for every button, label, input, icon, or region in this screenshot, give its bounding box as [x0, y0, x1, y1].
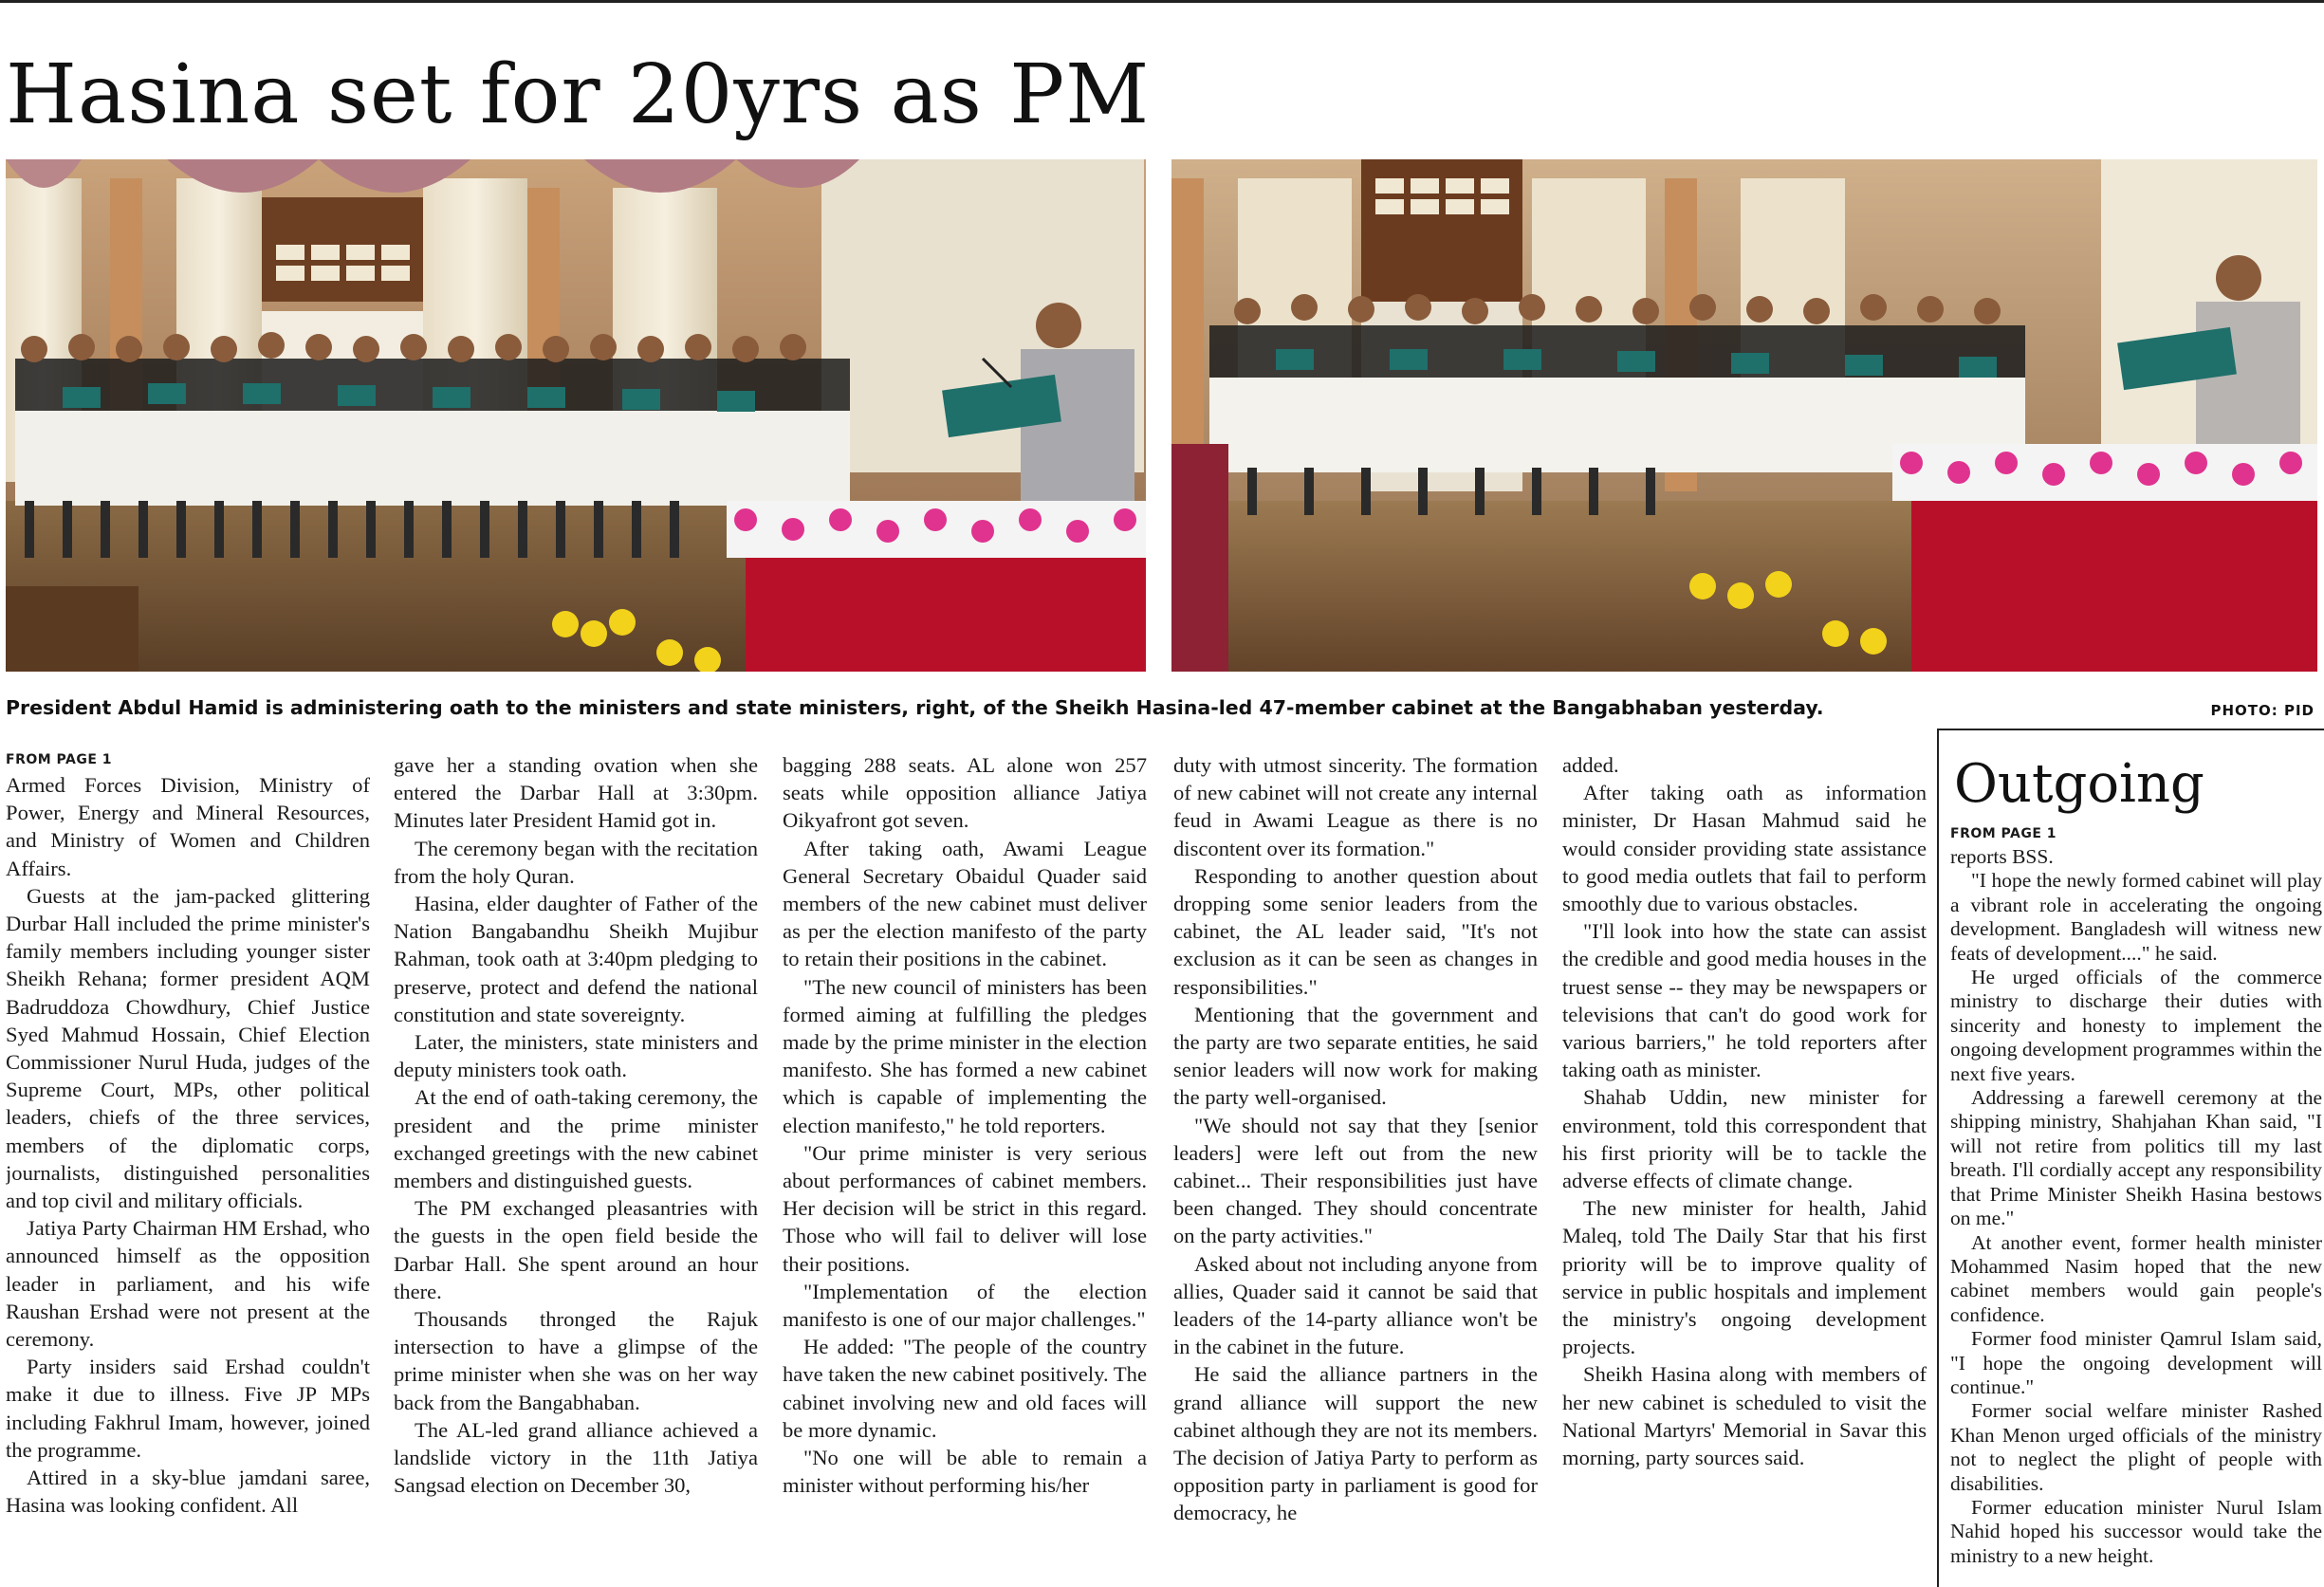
paragraph: Hasina, elder daughter of Father of the Nation Bangabandhu Sheikh Mujibur Rahman, took oath at 3:40pm pledging to preserve, protect and defend the national constitution and state sovereignty. — [394, 892, 758, 1026]
paragraph: At the end of oath-taking ceremony, the president and the prime minister exchanged greetings with the new cabinet members and distinguished guests. — [394, 1085, 758, 1193]
paragraph: gave her a standing ovation when she entered the Darbar Hall at 3:30pm. Minutes later President Hamid got in. — [394, 753, 758, 833]
article-column-3 — [783, 751, 1147, 1586]
paragraph: "Implementation of the election manifesto is one of our major challenges." — [783, 1279, 1147, 1332]
paragraph: Later, the ministers, state ministers and deputy ministers took oath. — [394, 1030, 758, 1082]
paragraph: At another event, former health minister Mohammed Nasim hoped that the new cabinet members would gain people's confidence. — [1950, 1230, 2322, 1326]
paragraph: Former social welfare minister Rashed Khan Menon urged officials of the ministry not to neglect the plight of people with disabilities. — [1950, 1399, 2322, 1495]
ceremony-photo-right-image — [1171, 159, 2317, 672]
paragraph: Party insiders said Ershad couldn't make it due to illness. Five JP MPs including Fakhrul Imam, however, joined the programme. — [6, 1355, 370, 1462]
paragraph: After taking oath as information minister, Dr Hasan Mahmud said he would consider providing state assistance to good media outlets that fail to perform smoothly due to various obstacles. — [1562, 781, 1927, 916]
paragraph: Addressing a farewell ceremony at the shipping ministry, Shahjahan Khan said, "I will not retire from politics till my last breath. I'll cordially accept any responsibility that Prime Minister Sheikh Hasina bestows on me." — [1950, 1086, 2322, 1230]
paragraph: Sheikh Hasina along with members of her new cabinet is scheduled to visit the National Martyrs' Memorial in Savar this morning, party sources said. — [1562, 1362, 1927, 1470]
ceremony-photo-left — [6, 159, 1146, 672]
paragraph: The PM exchanged pleasantries with the guests in the open field beside the Darbar Hall. She spent around an hour there. — [394, 1196, 758, 1303]
paragraph: "I hope the newly formed cabinet will play a vibrant role in accelerating the ongoing development. Bangladesh will witness new feats of development...." he said. — [1950, 869, 2322, 965]
paragraph: reports BSS. — [1950, 845, 2054, 868]
paragraph: Shahab Uddin, new minister for environment, told this correspondent that his first priority will be to tackle the adverse effects of climate change. — [1562, 1085, 1927, 1193]
article-column-4 — [1173, 751, 1538, 1586]
article-column-1 — [6, 751, 370, 1586]
paragraph: The new minister for health, Jahid Maleq, told The Daily Star that his first priority will be to improve quality of service in public hospitals and implement the ministry's ongoing development projects. — [1562, 1196, 1927, 1359]
paragraph: Attired in a sky-blue jamdani saree, Hasina was looking confident. All — [6, 1466, 370, 1518]
photo-caption: President Abdul Hamid is administering oath to the ministers and state ministers, right, of the Sheikh Hasina-led 47-member cabinet at the Bangabhaban yesterday. — [6, 696, 1824, 719]
outgoing-body — [1950, 825, 2322, 1584]
paragraph: "I'll look into how the state can assist the credible and good media houses in the truest sense -- they may be newspapers or televisions that can't do good work for various barriers," he told reporters after taking oath as minister. — [1562, 919, 1927, 1082]
outgoing-story-box — [1937, 729, 2324, 1587]
outgoing-title: Outgoing — [1954, 753, 2204, 815]
paragraph: Former food minister Qamrul Islam said, "I hope the ongoing development will continue." — [1950, 1327, 2322, 1398]
paragraph: Armed Forces Division, Ministry of Power, Energy and Mineral Resources, and Ministry of Women and Children Affairs. — [6, 773, 370, 880]
headline: Hasina set for 20yrs as PM — [6, 47, 1151, 142]
outgoing-kicker: FROM PAGE 1 — [1950, 826, 2057, 841]
paragraph: "Our prime minister is very serious about performances of cabinet members. Her decision will be strict in this regard. Those who will fail to deliver will lose their positions. — [783, 1140, 1147, 1276]
paragraph: duty with utmost sincerity. The formation of new cabinet will not create any internal feud in Awami League as there is no discontent over its formation." — [1173, 753, 1538, 860]
article-kicker: FROM PAGE 1 — [6, 752, 113, 767]
paragraph: The ceremony began with the recitation from the holy Quran. — [394, 836, 758, 888]
paragraph: bagging 288 seats. AL alone won 257 seats while opposition alliance Jatiya Oikyafront got seven. — [783, 753, 1147, 833]
paragraph: Mentioning that the government and the party are two separate entities, he said senior leaders will now work for making the party well-organised. — [1173, 1002, 1538, 1110]
paragraph: "We should not say that they [senior leaders] were left out from the new cabinet... Their responsibilities just have been changed. They should concentrate on the party activities." — [1173, 1113, 1538, 1248]
top-rule — [0, 0, 2324, 3]
photo-credit: PHOTO: PID — [2210, 702, 2315, 719]
paragraph: He added: "The people of the country have taken the new cabinet positively. The cabinet involving new and old faces will be more dynamic. — [783, 1335, 1147, 1442]
article-column-2 — [394, 751, 758, 1586]
paragraph: The AL-led grand alliance achieved a landslide victory in the 11th Jatiya Sangsad election on December 30, — [394, 1417, 758, 1498]
paragraph: Thousands thronged the Rajuk intersection to have a glimpse of the prime minister when she was on her way back from the Bangabhaban. — [394, 1307, 758, 1414]
ceremony-photo-right — [1171, 159, 2317, 672]
ceremony-photo-left-image — [6, 159, 1146, 672]
paragraph: "The new council of ministers has been formed aiming at fulfilling the pledges made by the prime minister in the election manifesto. She has formed a new cabinet which is capable of implementing the election manifesto," he told reporters. — [783, 974, 1147, 1137]
paragraph: He said the alliance partners in the grand alliance will support the new cabinet although they are not its members. The decision of Jatiya Party to perform as opposition party in parliament is good for democracy, he — [1173, 1362, 1538, 1525]
article-column-5 — [1562, 751, 1927, 1586]
paragraph: Jatiya Party Chairman HM Ershad, who announced himself as the opposition leader in parliament, and his wife Raushan Ershad were not present at the ceremony. — [6, 1216, 370, 1352]
paragraph: Asked about not including anyone from allies, Quader said it cannot be said that leaders of the 14-party alliance won't be in the cabinet in the future. — [1173, 1251, 1538, 1359]
paragraph: After taking oath, Awami League General Secretary Obaidul Quader said members of the new cabinet must deliver as per the election manifesto of the party to retain their positions in the cabinet. — [783, 836, 1147, 971]
paragraph: Former education minister Nurul Islam Nahid hoped his successor would take the ministry to a new height. — [1950, 1495, 2322, 1567]
paragraph: "No one will be able to remain a minister without performing his/her — [783, 1446, 1147, 1498]
paragraph: Responding to another question about dropping some senior leaders from the cabinet, the AL leader said, "It's not exclusion as it can be seen as changes in responsibilities." — [1173, 863, 1538, 999]
paragraph: Guests at the jam-packed glittering Durbar Hall included the prime minister's family members including younger sister Sheikh Rehana; former president AQM Badruddoza Chowdhury, Chief Justice Syed Mahmud Hossain, Chief Election Commissioner Nurul Huda, judges of the Supreme Court, MPs, other political leaders, chiefs of the three services, members of the diplomatic corps, journalists, distinguished personalities and top civil and military officials. — [6, 883, 370, 1213]
paragraph: He urged officials of the commerce ministry to discharge their duties with sincerity and honesty to implement the ongoing development programmes within the next five years. — [1950, 966, 2322, 1085]
paragraph: added. — [1562, 753, 1619, 777]
